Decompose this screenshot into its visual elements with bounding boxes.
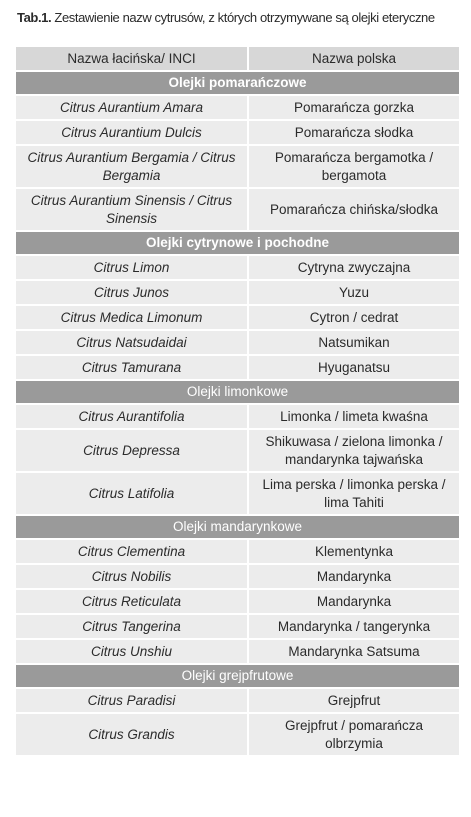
polish-name-cell: Pomarańcza słodka [248, 120, 459, 145]
latin-name-cell: Citrus Natsudaidai [16, 330, 248, 355]
table-row [16, 429, 459, 472]
group-header-row [16, 664, 459, 688]
group-title-lime: Olejki limonkowe [16, 380, 459, 404]
latin-name-cell: Citrus Aurantium Bergamia / Citrus Bergamia [16, 145, 248, 188]
table-row [16, 120, 459, 145]
polish-name-cell: Pomarańcza gorzka [248, 95, 459, 120]
group-title-grapefruit: Olejki grejpfrutowe [16, 664, 459, 688]
latin-name-cell: Citrus Aurantifolia [16, 404, 248, 429]
table-caption [17, 10, 467, 25]
caption-text: Zestawienie nazw cytrusów, z których otrzymywane są olejki eteryczne [51, 10, 435, 25]
polish-name-cell: Grejpfrut / pomarańcza olbrzymia [248, 713, 459, 756]
table-row [16, 330, 459, 355]
latin-name-cell: Citrus Aurantium Amara [16, 95, 248, 120]
header-latin-name: Nazwa łacińska/ INCI [16, 46, 248, 71]
polish-name-cell: Mandarynka [248, 564, 459, 589]
latin-name-cell: Citrus Paradisi [16, 688, 248, 713]
table-row [16, 539, 459, 564]
table-row [16, 713, 459, 756]
polish-name-cell: Lima perska / limonka perska / lima Tahiti [248, 472, 459, 515]
table-row [16, 639, 459, 664]
polish-name-cell: Yuzu [248, 280, 459, 305]
header-polish-name: Nazwa polska [248, 46, 459, 71]
latin-name-cell: Citrus Depressa [16, 429, 248, 472]
polish-name-cell: Cytryna zwyczajna [248, 255, 459, 280]
latin-name-cell: Citrus Tamurana [16, 355, 248, 380]
polish-name-cell: Cytron / cedrat [248, 305, 459, 330]
table-row [16, 255, 459, 280]
polish-name-cell: Shikuwasa / zielona limonka / mandarynka tajwańska [248, 429, 459, 472]
table-row [16, 188, 459, 231]
group-title-mandarin: Olejki mandarynkowe [16, 515, 459, 539]
latin-name-cell: Citrus Aurantium Sinensis / Citrus Sinensis [16, 188, 248, 231]
group-header-row [16, 231, 459, 255]
polish-name-cell: Pomarańcza chińska/słodka [248, 188, 459, 231]
table-row [16, 564, 459, 589]
latin-name-cell: Citrus Medica Limonum [16, 305, 248, 330]
polish-name-cell: Natsumikan [248, 330, 459, 355]
table-row [16, 95, 459, 120]
latin-name-cell: Citrus Clementina [16, 539, 248, 564]
citrus-table [16, 45, 459, 757]
caption-label: Tab.1. [17, 10, 52, 25]
polish-name-cell: Hyuganatsu [248, 355, 459, 380]
group-title-lemon: Olejki cytrynowe i pochodne [16, 231, 459, 255]
table-row [16, 688, 459, 713]
table-row [16, 404, 459, 429]
polish-name-cell: Grejpfrut [248, 688, 459, 713]
latin-name-cell: Citrus Tangerina [16, 614, 248, 639]
latin-name-cell: Citrus Grandis [16, 713, 248, 756]
table-row [16, 355, 459, 380]
latin-name-cell: Citrus Unshiu [16, 639, 248, 664]
table-row [16, 280, 459, 305]
table-row [16, 614, 459, 639]
group-header-row [16, 71, 459, 95]
latin-name-cell: Citrus Limon [16, 255, 248, 280]
polish-name-cell: Pomarańcza bergamotka / bergamota [248, 145, 459, 188]
latin-name-cell: Citrus Reticulata [16, 589, 248, 614]
latin-name-cell: Citrus Latifolia [16, 472, 248, 515]
polish-name-cell: Mandarynka Satsuma [248, 639, 459, 664]
table-row [16, 305, 459, 330]
polish-name-cell: Klementynka [248, 539, 459, 564]
polish-name-cell: Mandarynka / tangerynka [248, 614, 459, 639]
group-header-row [16, 515, 459, 539]
latin-name-cell: Citrus Junos [16, 280, 248, 305]
table-header-row [16, 46, 459, 71]
polish-name-cell: Limonka / limeta kwaśna [248, 404, 459, 429]
table-row [16, 589, 459, 614]
polish-name-cell: Mandarynka [248, 589, 459, 614]
table-row [16, 472, 459, 515]
group-header-row [16, 380, 459, 404]
latin-name-cell: Citrus Aurantium Dulcis [16, 120, 248, 145]
latin-name-cell: Citrus Nobilis [16, 564, 248, 589]
table-row [16, 145, 459, 188]
group-title-orange: Olejki pomarańczowe [16, 71, 459, 95]
